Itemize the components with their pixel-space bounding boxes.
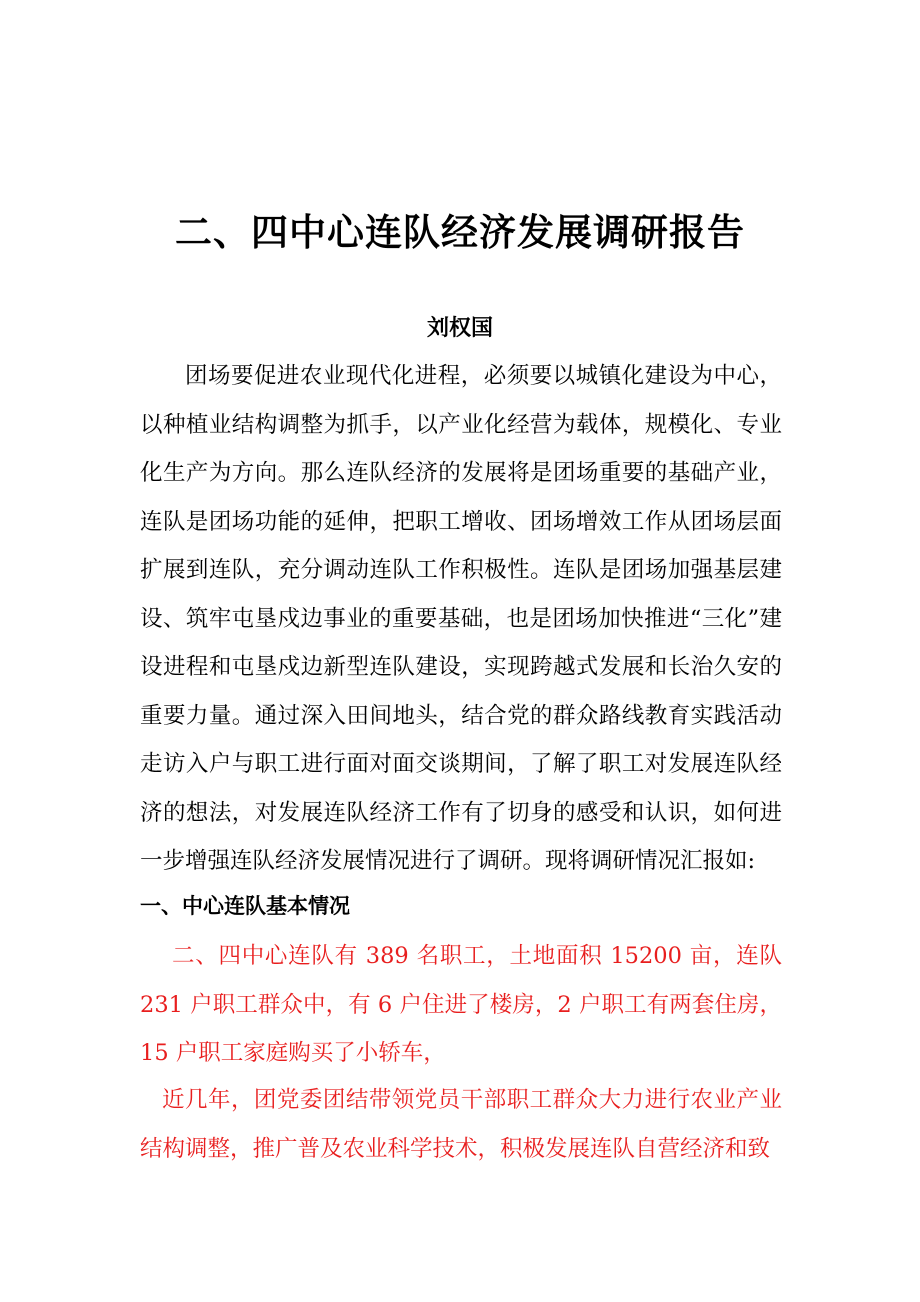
highlighted-paragraph-statistics: 二、四中心连队有 389 名职工，土地面积 15200 亩，连队 231 户职工群众中，有 6 户住进了楼房，2 户职工有两套住房，15 户职工家庭购买了小轿车， <box>140 943 782 1066</box>
document-title: 二、四中心连队经济发展调研报告 <box>175 211 745 254</box>
section-heading-basic-situation: 一、中心连队基本情况 <box>140 894 350 918</box>
intro-paragraph: 团场要促进农业现代化进程，必须要以城镇化建设为中心，以种植业结构调整为抓手，以产业化经营为载体，规模化、专业化生产为方向。那么连队经济的发展将是团场重要的基础产业，连队是团场功能的延伸，把职工增收、团场增效工作从团场层面扩展到连队，充分调动连队工作积极性。连队是团场加强基层建设、筑牢屯垦戍边事业的重要基础，也是团场加快推进“三化”建设进程和屯垦戍边新型连队建设，实现跨越式发展和长治久安的重要力量。通过深入田间地头，结合党的群众路线教育实践活动走访入户与职工进行面对面交谈期间，了解了职工对发展连队经济的想法，对发展连队经济工作有了切身的感受和认识，如何进一步增强连队经济发展情况进行了调研。现将调研情况汇报如: <box>140 363 782 874</box>
highlighted-paragraph-recent-years: 近几年，团党委团结带领党员干部职工群众大力进行农业产业结构调整，推广普及农业科学技术，积极发展连队自营经济和致 <box>140 1087 782 1162</box>
author-name: 刘权国 <box>426 316 493 341</box>
